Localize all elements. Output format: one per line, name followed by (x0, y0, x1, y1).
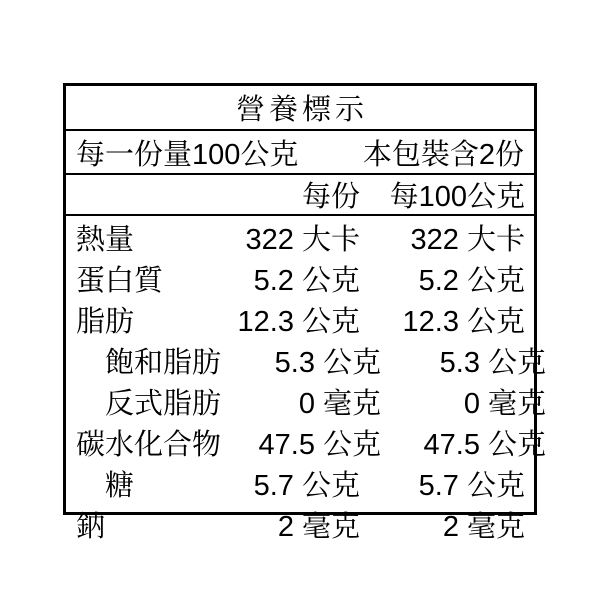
column-header-row (66, 175, 534, 216)
per-100g-value: 5.7 公克 (418, 470, 525, 502)
nutrient-name: 脂肪 (76, 306, 135, 338)
nutrient-name: 反式脂肪 (105, 388, 222, 420)
per-serving-value: 2 毫克 (277, 511, 360, 543)
nutrient-name: 糖 (105, 470, 135, 502)
serving-size-text: 每一份量100公克 (76, 138, 299, 171)
per-100g-value: 5.3 公克 (439, 347, 547, 379)
per-100g-value: 12.3 公克 (402, 306, 525, 338)
per-serving-value: 5.2 公克 (253, 265, 360, 297)
nutrient-name: 蛋白質 (76, 265, 164, 297)
nutrient-row-sodium (66, 504, 534, 545)
nutrient-name: 飽和脂肪 (105, 347, 222, 379)
nutrient-name: 熱量 (76, 224, 135, 256)
nutrient-row-carbohydrate (66, 422, 547, 463)
per-serving-value: 47.5 公克 (258, 429, 382, 461)
nutrient-row-protein (66, 258, 534, 299)
nutrient-name: 碳水化合物 (76, 429, 222, 461)
nutrition-table (63, 83, 547, 543)
per-100g-value: 322 大卡 (410, 224, 525, 256)
nutrient-row-calories (66, 217, 534, 258)
column-header-per-100g: 每100公克 (389, 181, 525, 213)
nutrient-name: 鈉 (76, 511, 106, 543)
servings-per-package-text: 本包裝含2份 (362, 138, 524, 171)
per-serving-value: 5.3 公克 (274, 347, 382, 379)
nutrient-row-trans-fat (66, 381, 547, 422)
per-serving-value: 5.7 公克 (253, 470, 360, 502)
per-serving-value: 12.3 公克 (237, 306, 360, 338)
per-serving-value: 322 大卡 (245, 224, 360, 256)
column-header-per-serving: 每份 (301, 181, 360, 213)
nutrient-row-fat (66, 299, 534, 340)
per-100g-value: 2 毫克 (442, 511, 525, 543)
per-serving-value: 0 毫克 (298, 388, 382, 420)
per-100g-value: 47.5 公克 (423, 429, 547, 461)
per-100g-value: 0 毫克 (463, 388, 547, 420)
nutrient-row-sugar (66, 463, 534, 504)
label-title: 營養標示 (66, 86, 534, 131)
serving-info-row (66, 131, 534, 175)
per-100g-value: 5.2 公克 (418, 265, 525, 297)
nutrient-row-saturated-fat (66, 340, 547, 381)
nutrient-table-body (66, 216, 547, 546)
